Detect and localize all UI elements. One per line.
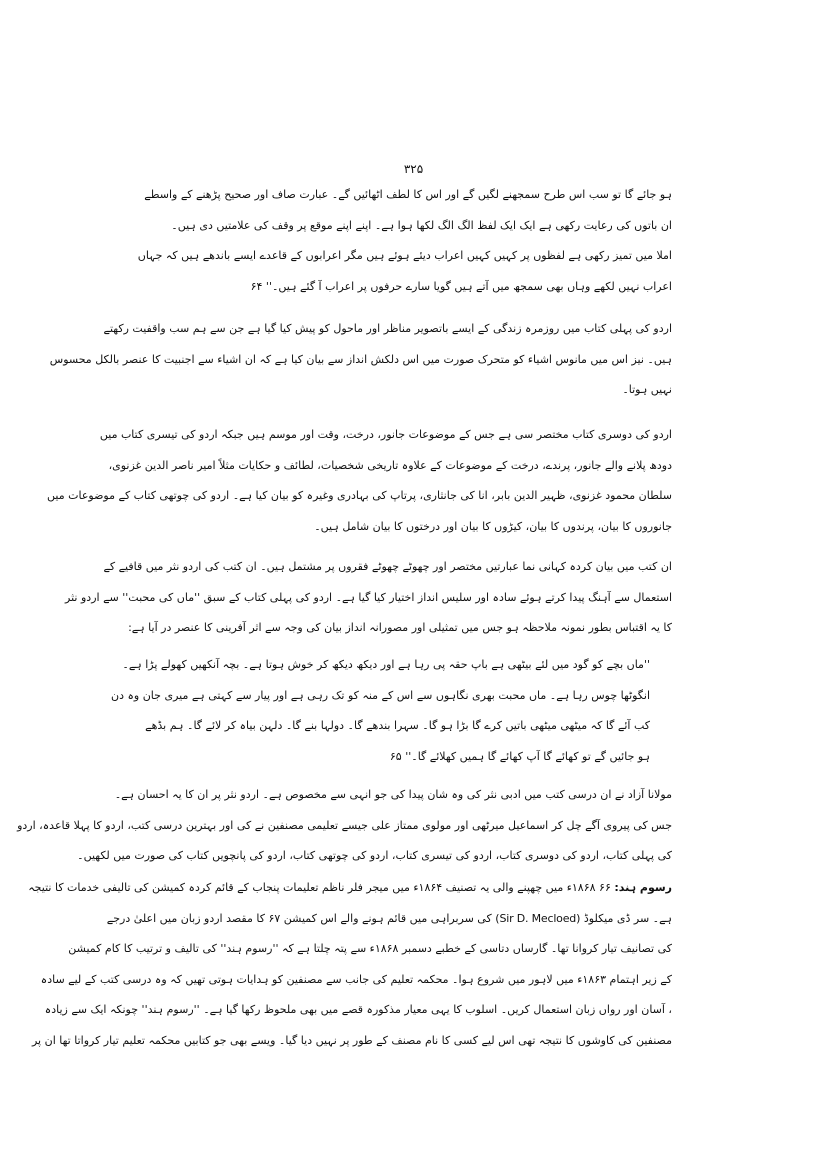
paragraph-quote-continuation xyxy=(137,180,672,302)
section-heading: رسوم ہند: xyxy=(614,881,672,894)
text-line: جانوروں کا بیان، پرندوں کا بیان، کیڑوں کا بیان اور درختوں کا بیان شامل ہیں۔ xyxy=(314,519,672,533)
text-line: سلطان محمود غزنوی، ظہیر الدین بابر، انا کی جانثاری، پرتاپ کی بہادری وغیرہ کو بیان کیا ہے۔ اردو کی چوتھی کتاب کے موضوعات میں xyxy=(47,489,672,502)
text-line xyxy=(28,873,672,904)
paragraph-first-book xyxy=(49,314,672,406)
text-line: کے زیر اہتمام ۱۸۶۳ء میں لاہور میں شروع ہوا۔ محکمہ تعلیم کی جانب سے مصنفین کو ہدایات ہوتی تھیں کہ وہ درسی کتب کے لیے سادہ xyxy=(40,972,672,986)
text-line: انگوٹھا چوس رہا ہے۔ ماں محبت بھری نگاہوں سے اس کے منہ کو تک رہی ہے اور پیار سے کہتی ہے میری جان وہ دن xyxy=(111,688,650,702)
block-quote xyxy=(111,650,650,772)
text-line: ہے۔ سر ڈی میکلوڈ (Sir D. Mecloed) کی سربراہی میں قائم ہونے والے اس کمیشن ۶۷ کا مقصد اردو زبان میں اعلیٰ درجے xyxy=(106,911,672,925)
text-line: مولانا آزاد نے ان درسی کتب میں ادبی نثر کی وہ شان پیدا کی جو انہی سے مخصوص ہے۔ اردو نثر پر ان کا یہ احسان ہے۔ xyxy=(114,788,672,801)
text-line: نہیں ہوتا۔ xyxy=(622,383,672,396)
paragraph-rusoom-e-hind xyxy=(28,873,672,1056)
text-line: کا یہ اقتباس بطور نمونہ ملاحظہ ہو جس میں تمثیلی اور مصورانہ انداز بیان کی وجہ سے اثر آفرینی کا عنصر در آیا ہے: xyxy=(128,621,672,634)
text-line: ان باتوں کی رعایت رکھی ہے ایک ایک لفظ الگ الگ لکھا ہوا ہے۔ اپنے اپنے موقع پر وقف کی علامتیں دی ہیں۔ xyxy=(171,218,672,232)
text-line: ہو جائے گا تو سب اس طرح سمجھنے لگیں گے اور اس کا لطف اٹھائیں گے۔ عبارت صاف اور صحیح پڑھنے کے واسطے xyxy=(144,188,672,201)
text-line: کی پہلی کتاب، اردو کی دوسری کتاب، اردو کی تیسری کتاب، اردو کی چوتھی کتاب، اردو کی پانچویں کتاب کی صورت میں لکھیں۔ xyxy=(77,849,672,862)
text-line: مصنفین کی کاوشوں کا نتیجہ تھی اس لیے کسی کا نام مصنف کے طور پر نہیں دیا گیا۔ ویسے بھی جو کتابیں محکمہ تعلیم تیار کرواتا تھا ان پر xyxy=(31,1033,672,1047)
text-line: ہو جائیں گے تو کھائے گا آپ کھائے گا ہمیں کھلائے گا۔'' ۶۵ xyxy=(389,749,650,763)
text-line: کی تصانیف تیار کروانا تھا۔ گارساں دتاسی کے خطبے دسمبر ۱۸۶۸ء سے پتہ چلتا ہے کہ ''رسوم ہند'' کی تالیف و ترتیب کا کام کمیشن xyxy=(68,942,672,955)
text-line: ، آسان اور رواں زبان استعمال کریں۔ اسلوب کا یہی معیار مذکورہ قصے میں بھی ملحوظ رکھا گیا ہے۔ ''رسوم ہند'' چونکہ ایک سے زیادہ xyxy=(44,1003,672,1016)
text-line: اردو کی دوسری کتاب مختصر سی ہے جس کے موضوعات جانور، درخت، وقت اور موسم ہیں جبکہ اردو کی تیسری کتاب میں xyxy=(99,428,672,441)
text-line: اعراب نہیں لکھے وہاں بھی سمجھ میں آتے ہیں گویا سارے حرفوں پر اعراب آ گئے ہیں۔'' ۶۴ xyxy=(250,279,672,293)
text-line: جس کی پیروی آگے چل کر اسماعیل میرٹھی اور مولوی ممتاز علی جیسے تعلیمی مصنفین نے کی اور بہترین درسی کتب، اردو کا پہلا قاعدہ، اردو xyxy=(17,818,672,832)
text-line: کب آئے گا کہ میٹھی میٹھی باتیں کرے گا بڑا ہو گا۔ سہرا بندھے گا۔ دولہا بنے گا۔ دلہن بیاہ کر لائے گا۔ ہم بڈھے xyxy=(145,719,650,732)
text-line: ان کتب میں بیان کردہ کہانی نما عبارتیں مختصر اور چھوٹے چھوٹے فقروں پر مشتمل ہیں۔ ان کتب کی اردو نثر میں قافیے کے xyxy=(103,560,672,573)
paragraph-azad xyxy=(17,780,672,872)
text-line: استعمال سے آہنگ پیدا کرتے ہوئے سادہ اور سلیس انداز اختیار کیا گیا ہے۔ اردو کی پہلی کتاب کے سبق ''ماں کی محبت'' سے اردو نثر xyxy=(65,590,672,604)
text-line: دودھ پلانے والے جانور، پرندے، درخت کے موضوعات کے علاوہ تاریخی شخصیات، لطائف و حکایات مثلاً امیر ناصر الدین غزنوی، xyxy=(108,458,672,472)
text-line: اردو کی پہلی کتاب میں روزمرہ زندگی کے ایسے باتصویر مناظر اور ماحول کو پیش کیا گیا ہے جن سے ہم سب واقفیت رکھتے xyxy=(103,322,672,335)
paragraph-other-books xyxy=(47,420,672,542)
text-line: ''ماں بچے کو گود میں لئے بیٹھی ہے باپ حقہ پی رہا ہے اور دیکھ دیکھ کر خوش ہوتا ہے۔ بچہ آنکھیں کھولے پڑا ہے۔ xyxy=(122,658,650,671)
text-line: ہیں۔ نیز اس میں مانوس اشیاء کو متحرک صورت میں اس دلکش انداز سے بیان کیا ہے کہ ان اشیاء سے اجنبیت کا عنصر بالکل محسوس xyxy=(49,352,672,366)
text-line-content: ۶۶ ۱۸۶۸ء میں چھپنے والی یہ تصنیف ۱۸۶۴ء میں میجر فلر ناظم تعلیمات پنجاب کے قائم کردہ کمیشن کی تالیفی خدمات کا نتیجہ xyxy=(28,881,611,894)
paragraph-prose-style xyxy=(65,552,672,644)
text-line: املا میں تمیز رکھی ہے لفظوں پر کہیں کہیں اعراب دیئے ہوئے ہیں مگر اعرابوں کے قاعدے ایسے باندھے ہیں کہ جہاں xyxy=(137,249,672,262)
page-number: ۳۲۵ xyxy=(403,162,424,176)
